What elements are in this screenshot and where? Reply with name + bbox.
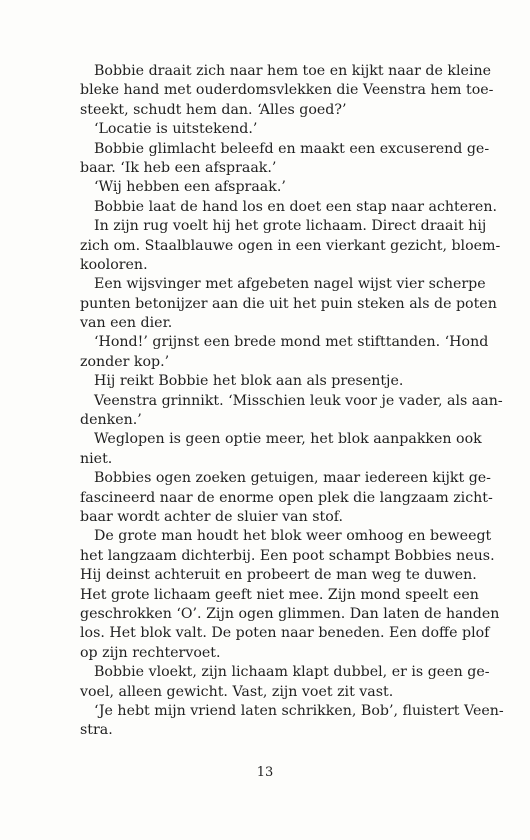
text-line: het langzaam dichterbij. Een poot schampt Bobbies neus.	[80, 547, 495, 564]
text-line: los. Het blok valt. De poten naar beneden. Een doffe plof	[80, 625, 490, 642]
text-line: De grote man houdt het blok weer omhoog en beweegt	[94, 528, 492, 545]
text-line: van een dier.	[80, 315, 173, 332]
text-line: fascineerd naar de enorme open plek die langzaam zicht-	[80, 489, 493, 506]
text-line: Hij deinst achteruit en probeert de man weg te duwen.	[80, 567, 477, 584]
text-line: steekt, schudt hem dan. ‘Alles goed?’	[80, 101, 347, 118]
text-line: bleke hand met ouderdomsvlekken die Veenstra hem toe-	[80, 82, 494, 99]
text-line: ‘Wij hebben een afspraak.’	[94, 179, 286, 196]
text-line: zonder kop.’	[80, 353, 170, 370]
text-line: Hij reikt Bobbie het blok aan als presentje.	[94, 373, 404, 390]
text-line: baar. ‘Ik heb een afspraak.’	[80, 159, 277, 176]
text-line: Weglopen is geen optie meer, het blok aanpakken ook	[94, 431, 482, 448]
text-line: baar wordt achter de sluier van stof.	[80, 508, 344, 525]
text-line: ‘Hond!’ grijnst een brede mond met stifttanden. ‘Hond	[94, 334, 489, 351]
text-line: ‘Je hebt mijn vriend laten schrikken, Bob’, fluistert Veen-	[94, 702, 504, 719]
text-line: Veenstra grinnikt. ‘Misschien leuk voor je vader, als aan-	[94, 392, 503, 409]
text-line: Bobbies ogen zoeken getuigen, maar iedereen kijkt ge-	[94, 470, 491, 487]
text-line: zich om. Staalblauwe ogen in een vierkant gezicht, bloem-	[80, 237, 501, 254]
text-line: geschrokken ‘O’. Zijn ogen glimmen. Dan laten de handen	[80, 605, 500, 622]
text-line: In zijn rug voelt hij het grote lichaam. Direct draait hij	[94, 218, 487, 235]
text-line: Bobbie vloekt, zijn lichaam klapt dubbel, er is geen ge-	[94, 664, 490, 681]
text-line: op zijn rechtervoet.	[80, 644, 221, 661]
text-line: Bobbie laat de hand los en doet een stap naar achteren.	[94, 198, 497, 215]
text-line: Een wijsvinger met afgebeten nagel wijst vier scherpe	[94, 276, 486, 293]
text-line: Bobbie draait zich naar hem toe en kijkt naar de kleine	[94, 63, 492, 79]
text-line: kooloren.	[80, 256, 148, 273]
text-line: punten betonijzer aan die uit het puin steken als de poten	[80, 295, 497, 312]
text-line: voel, alleen gewicht. Vast, zijn voet zit vast.	[80, 683, 394, 700]
text-line: stra.	[80, 722, 113, 739]
text-line: Het grote lichaam geeft niet mee. Zijn mond speelt een	[80, 586, 479, 603]
text-line: ‘Locatie is uitstekend.’	[94, 121, 258, 138]
text-line: denken.’	[80, 412, 142, 429]
text-line: Bobbie glimlacht beleefd en maakt een excuserend ge-	[94, 140, 490, 157]
text-line: niet.	[80, 450, 113, 467]
page-number: 13	[256, 765, 274, 780]
body-text	[80, 62, 504, 741]
